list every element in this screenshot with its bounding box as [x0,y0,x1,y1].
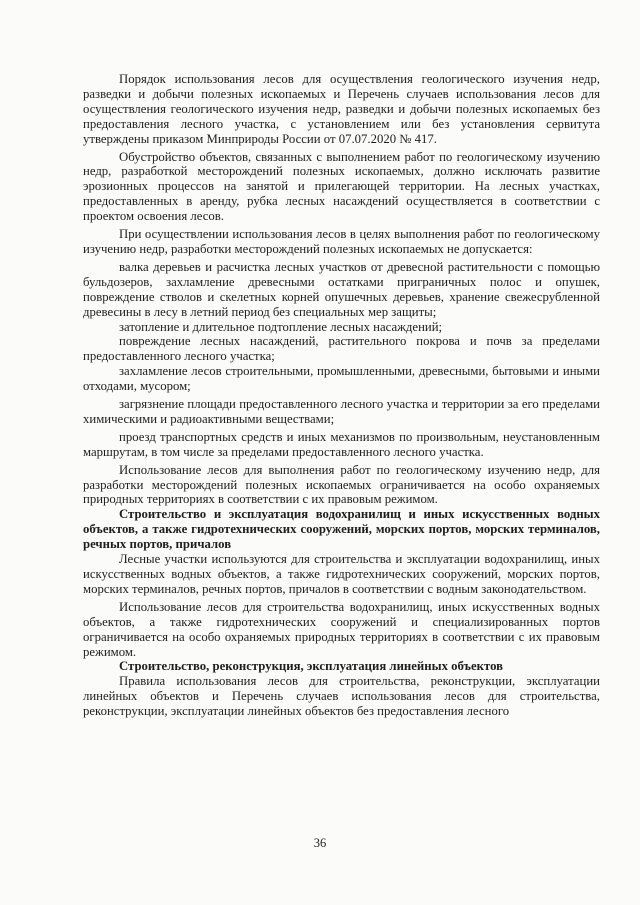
paragraph: загрязнение площади предоставленного лесного участка и территории за его пределами химическими и радиоактивными веществами; [83,397,600,426]
paragraph: Использование лесов для строительства водохранилищ, иных искусственных водных объектов, а также гидротехнических сооружений и специализированных портов ограничивается на особо охраняемых природных территориях в соответствии с их правовым режимом. [83,599,600,659]
paragraph: повреждение лесных насаждений, растительного покрова и почв за пределами предоставленного лесного участка; [83,334,600,364]
paragraph: затопление и длительное подтопление лесных насаждений; [119,319,443,334]
paragraph: Правила использования лесов для строительства, реконструкции, эксплуатации линейных объектов и Перечень случаев использования лесов для строительства, реконструкции, эксплуатации линейных объектов без предоставления лесного [83,674,600,719]
document-body [83,72,600,719]
paragraph: Порядок использования лесов для осуществления геологического изучения недр, разведки и добычи полезных ископаемых и Перечень случаев использования лесов для осуществления геологического изучения недр, разведки и добычи полезных ископаемых без предоставления лесного участка, с установлением или без установления сервитута утверждены приказом Минприроды России от 07.07.2020 № 417. [83,72,600,146]
section-heading: Строительство и эксплуатация водохранилищ и иных искусственных водных объектов, а также гидротехнических сооружений, морских портов, морских терминалов, речных портов, причалов [83,507,600,552]
paragraph: Лесные участки используются для строительства и эксплуатации водохранилищ, иных искусственных водных объектов, а также гидротехнических сооружений, морских портов, морских терминалов, речных портов, причалов в соответствии с водным законодательством. [83,552,600,596]
page-number: 36 [313,836,327,850]
paragraph: Обустройство объектов, связанных с выполнением работ по геологическому изучению недр, разработкой месторождений полезных ископаемых, должно исключать развитие эрозионных процессов на занятой и прилегающей территории. На лесных участках, предоставленных в аренду, рубка лесных насаждений осуществляется в соответствии с проектом освоения лесов. [83,149,600,224]
paragraph: проезд транспортных средств и иных механизмов по произвольным, неустановленным маршрутам, в том числе за пределами предоставленного лесного участка. [83,429,600,459]
paragraph: При осуществлении использования лесов в целях выполнения работ по геологическому изучению недр, разработки месторождений полезных ископаемых не допускается: [83,227,600,256]
section-heading: Строительство, реконструкция, эксплуатация линейных объектов [119,659,504,674]
paragraph: захламление лесов строительными, промышленными, древесными, бытовыми и иными отходами, мусором; [83,364,600,394]
paragraph: валка деревьев и расчистка лесных участков от древесной растительности с помощью бульдозеров, захламление древесными остатками приграничных полос и опушек, повреждение стволов и скелетных корней опушечных деревьев, хранение свежесрубленной древесины в лесу в летний период без специальных мер защиты; [83,259,600,319]
paragraph: Использование лесов для выполнения работ по геологическому изучению недр, для разработки месторождений полезных ископаемых ограничивается на особо охраняемых природных территориях в соответствии с их правовым режимом. [83,462,600,507]
